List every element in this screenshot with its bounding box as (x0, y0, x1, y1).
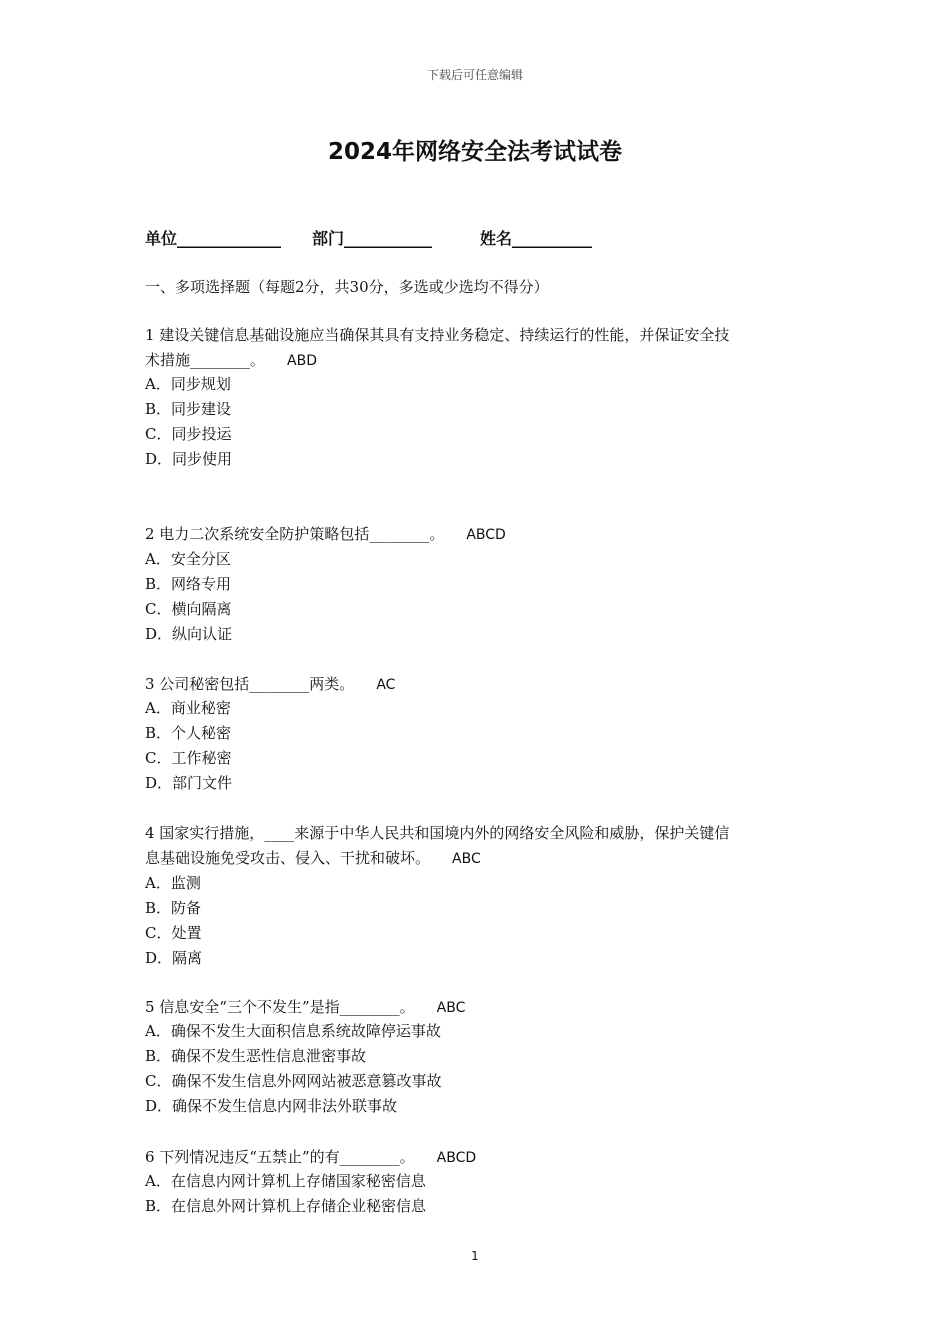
option-d: D．隔离 (145, 949, 203, 967)
question-stem: 3 公司秘密包括________两类。 AC (145, 675, 396, 693)
option-b: B．个人秘密 (145, 724, 232, 742)
question-stem: 息基础设施免受攻击、侵入、干扰和破坏。 ABC (145, 849, 481, 867)
question-stem: 术措施________。 ABD (145, 351, 317, 369)
section-title: 一、多项选择题（每题2分，共30分，多选或少选均不得分） (145, 278, 549, 296)
answer-key: ABD (287, 353, 317, 369)
unit-field: 单位_____________ (145, 229, 282, 248)
option-a: A．商业秘密 (145, 699, 231, 717)
question-stem: 6 下列情况违反“五禁止”的有________。 ABCD (145, 1148, 477, 1166)
page-title: 2024年网络安全法考试试卷 (327, 139, 622, 165)
option-b: B．网络专用 (145, 575, 232, 593)
option-b: B．同步建设 (145, 400, 232, 418)
option-d: D．确保不发生信息内网非法外联事故 (145, 1097, 398, 1115)
option-c: C．处置 (145, 924, 202, 942)
option-c: C．确保不发生信息外网网站被恶意篡改事故 (145, 1072, 442, 1090)
option-a: A．在信息内网计算机上存储国家秘密信息 (145, 1172, 426, 1190)
info-row (145, 226, 592, 249)
option-a: A．同步规划 (145, 375, 231, 393)
page-number: 1 (471, 1249, 479, 1263)
option-b: B．确保不发生恶性信息泄密事故 (145, 1047, 367, 1065)
answer-key: ABC (436, 1000, 466, 1016)
answer-key: ABCD (466, 527, 506, 543)
option-c: C．同步投运 (145, 425, 232, 443)
answer-key: ABCD (436, 1150, 477, 1166)
option-a: A．安全分区 (145, 550, 231, 568)
answer-key: AC (376, 677, 396, 693)
dept-field: 部门___________ (312, 229, 433, 248)
question-stem: 2 电力二次系统安全防护策略包括________。 ABCD (145, 525, 506, 543)
option-d: D．同步使用 (145, 450, 233, 468)
option-d: D．纵向认证 (145, 625, 233, 643)
name-field: 姓名__________ (480, 229, 593, 248)
question-stem: 4 国家实行措施，____来源于中华人民共和国境内外的网络安全风险和威胁，保护关键信 (145, 824, 730, 842)
question-stem: 1 建设关键信息基础设施应当确保其具有支持业务稳定、持续运行的性能，并保证安全技 (145, 326, 730, 344)
option-a: A．确保不发生大面积信息系统故障停运事故 (145, 1022, 441, 1040)
option-c: C．横向隔离 (145, 600, 232, 618)
header-note: 下载后可任意编辑 (426, 68, 523, 82)
option-b: B．在信息外网计算机上存储企业秘密信息 (145, 1197, 427, 1215)
question-stem: 5 信息安全“三个不发生”是指________。 ABC (145, 998, 466, 1016)
option-a: A．监测 (145, 874, 201, 892)
option-c: C．工作秘密 (145, 749, 232, 767)
answer-key: ABC (452, 851, 481, 867)
option-d: D．部门文件 (145, 774, 233, 792)
option-b: B．防备 (145, 899, 202, 917)
